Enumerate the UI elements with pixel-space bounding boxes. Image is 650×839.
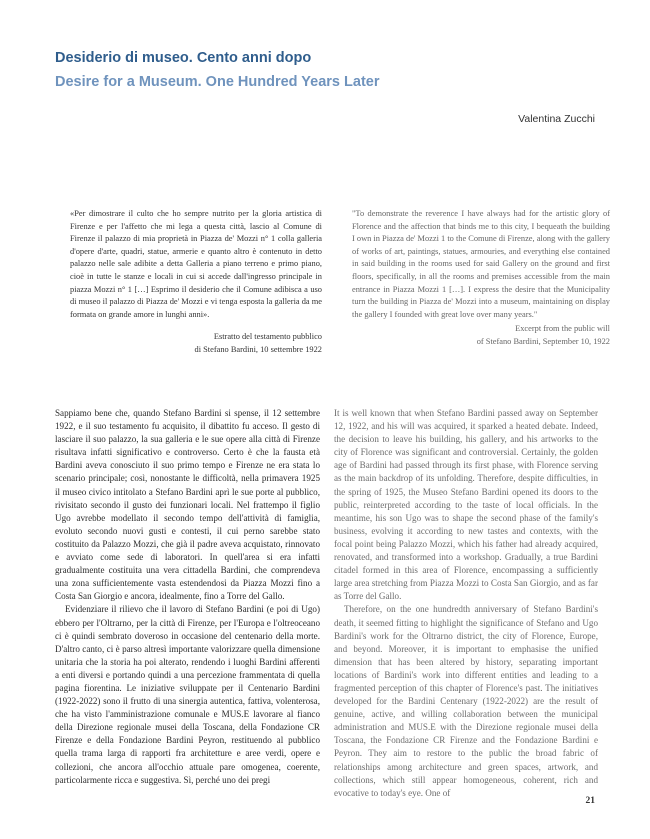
quote-italian-attribution-line-2: di Stefano Bardini, 10 settembre 1922 — [194, 344, 322, 354]
body-column-italian — [55, 407, 320, 787]
quote-english-text: "To demonstrate the reverence I have always had for the artistic glory of Florence and the affection that binds me to this city, I bequeath the building I own in Piazza de' Mozzi 1 to the Comune di Firenze, along with the gallery of works of art, paintings, statues, armouries, and everything else contained in said building in the rooms used for said Gallery on the ground and first floors, specifically, in all the rooms and premises accessible from the main entrance in Piazza Mozzi 1 […]. I express the desire that the Municipality turn the building in Piazza de' Mozzi into a museum, maintaining on display the gallery I founded with great love over many years." — [352, 209, 610, 319]
quote-italian — [70, 208, 322, 357]
body-italian-paragraph-2: Evidenziare il rilievo che il lavoro di Stefano Bardini (e poi di Ugo) ebbero per l'Oltrarno, per la città di Firenze, per l'Europa e l'oltreoceano ci è quindi sembrato doveroso in occasione del centenario della morte. D'altro canto, ci è parso altresì importante valorizzare quella dimensione unitaria che la storia ha poi alterato, rendendo i luoghi Bardini afferenti a enti diversi e portando quindi a una percezione frammentata di quella pagina fiorentina. Le iniziative sviluppate per il Centenario Bardini (1922-2022) sono il frutto di una sinergia autentica, fattiva, volenterosa, che ha visto l'amministrazione comunale e MUS.E lavorare al fianco della Direzione regionale musei della Toscana, della Fondazione CR Firenze e della Fondazione Bardini Peyron, restituendo al pubblico quella trama larga di rapporti fra architetture e aree verdi, opere e collezioni, che ancora all'occhio attuale pare omogenea, coerente, particolarmente ricca e suggestiva. Sì, perché uno dei pregi — [55, 604, 320, 785]
body-italian-paragraph-1: Sappiamo bene che, quando Stefano Bardini si spense, il 12 settembre 1922, e il suo testamento fu acquisito, il dibattito fu acceso. Il gesto di lasciare il suo palazzo, la sua galleria e le sue opere alla città di Firenze risultava infatti significativo e controverso. Certo è che la fausta età Bardini aveva conosciuto il suo primo tempo e Firenze ne era stata lo scenario principale; così, nonostante le difficoltà, nella primavera 1925 il museo civico intitolato a Stefano Bardini aprì le sue porte al pubblico, rivisitato secondo il gusto dei funzionari locali. Nel frattempo il figlio Ugo avrebbe modellato il secondo tempo dell'attività di famiglia, evoluto secondo nuovi gusti e contesti, il cui perno sarebbe stato costituito da Palazzo Mozzi, che già il padre aveva acquistato, rinnovato e avviato come sede di laboratori. In quell'area si era infatti gradualmente costituita una vera cittadella Bardini, che comprendeva una zona sufficientemente vasta estendendosi da Piazza Mozzi fino a Costa San Giorgio e ancora, idealmente, fino a Torre del Gallo. — [55, 408, 320, 602]
author-name: Valentina Zucchi — [518, 113, 595, 125]
page-number: 21 — [585, 796, 595, 806]
title-italian: Desiderio di museo. Cento anni dopo — [55, 50, 312, 66]
title-english: Desire for a Museum. One Hundred Years Later — [55, 74, 380, 90]
body-english-paragraph-1: It is well known that when Stefano Bardini passed away on September 12, 1922, and his will was acquired, it sparked a heated debate. Indeed, the decision to leave his building, his gallery, and his artworks to the city of Florence was significant and controversial. Certainly, the golden age of Bardini had passed through its first phase, with Florence serving as the main backdrop of its unfolding. Therefore, despite difficulties, in the spring of 1925, the Museo Stefano Bardini opened its doors to the public, reinterpreted according to the taste of local officials. In the meantime, his son Ugo was to shape the second phase of the family's business, evolving it according to new tastes and contexts, with the focal point being Palazzo Mozzi, which his father had already acquired, renovated, and transformed into a workshop. Gradually, a true Bardini citadel formed in this area of Florence, encompassing a sufficiently large area stretching from Piazza Mozzi to Costa San Giorgio, and as far as Torre del Gallo. — [334, 408, 598, 602]
body-column-english — [334, 407, 598, 800]
quote-italian-text: «Per dimostrare il culto che ho sempre nutrito per la gloria artistica di Firenze e per l'affetto che mi lega a questa città, lascio al Comune di Firenze il palazzo di mia proprietà in Piazza de' Mozzi n° 1 colla galleria d'opere d'arte, quadri, statue, armerie e quanto altro è contenuto in detto palazzo nelle sale adibite a detta Galleria a piano terreno e primo piano, cioè in tutte le stanze e locali in cui si accede dall'ingresso principale in piazza Mozzi n° 1 […] Esprimo il desiderio che il Comune adibisca a uso di museo il palazzo di Piazza de' Mozzi e vi tenga esposta la galleria da me formata on grande amore in lunghi anni». — [70, 209, 322, 319]
quote-english — [352, 208, 610, 349]
quote-english-attribution-line-2: of Stefano Bardini, September 10, 1922 — [476, 336, 610, 346]
quote-italian-attribution-line-1: Estratto del testamento pubblico — [213, 332, 322, 342]
body-english-paragraph-2: Therefore, on the one hundredth anniversary of Stefano Bardini's death, it seemed fitting to highlight the significance of Stefano and Ugo Bardini's work for the Oltrarno district, the city of Florence, Europe, and beyond. Moreover, it is important to emphasise the unified dimension that has been altered by history, separating important locations of Bardini's work into different entities and leading to a fragmented perception of this chapter of Florence's past. The initiatives developed for the Bardini Centenary (1922-2022) are the result of genuine, active, and willing collaboration between the municipal administration and MUS.E with the Direzione regionale musei della Toscana, the Fondazione CR Firenze and the Fondazione Bardini e Peyron. They aim to restore to the public the broad fabric of relationships among architecture and green spaces, artwork, and collections, which still appear homogeneous, coherent, rich and evocative to today's eye. One of — [334, 604, 598, 798]
quote-english-attribution-line-1: Excerpt from the public will — [515, 324, 610, 334]
